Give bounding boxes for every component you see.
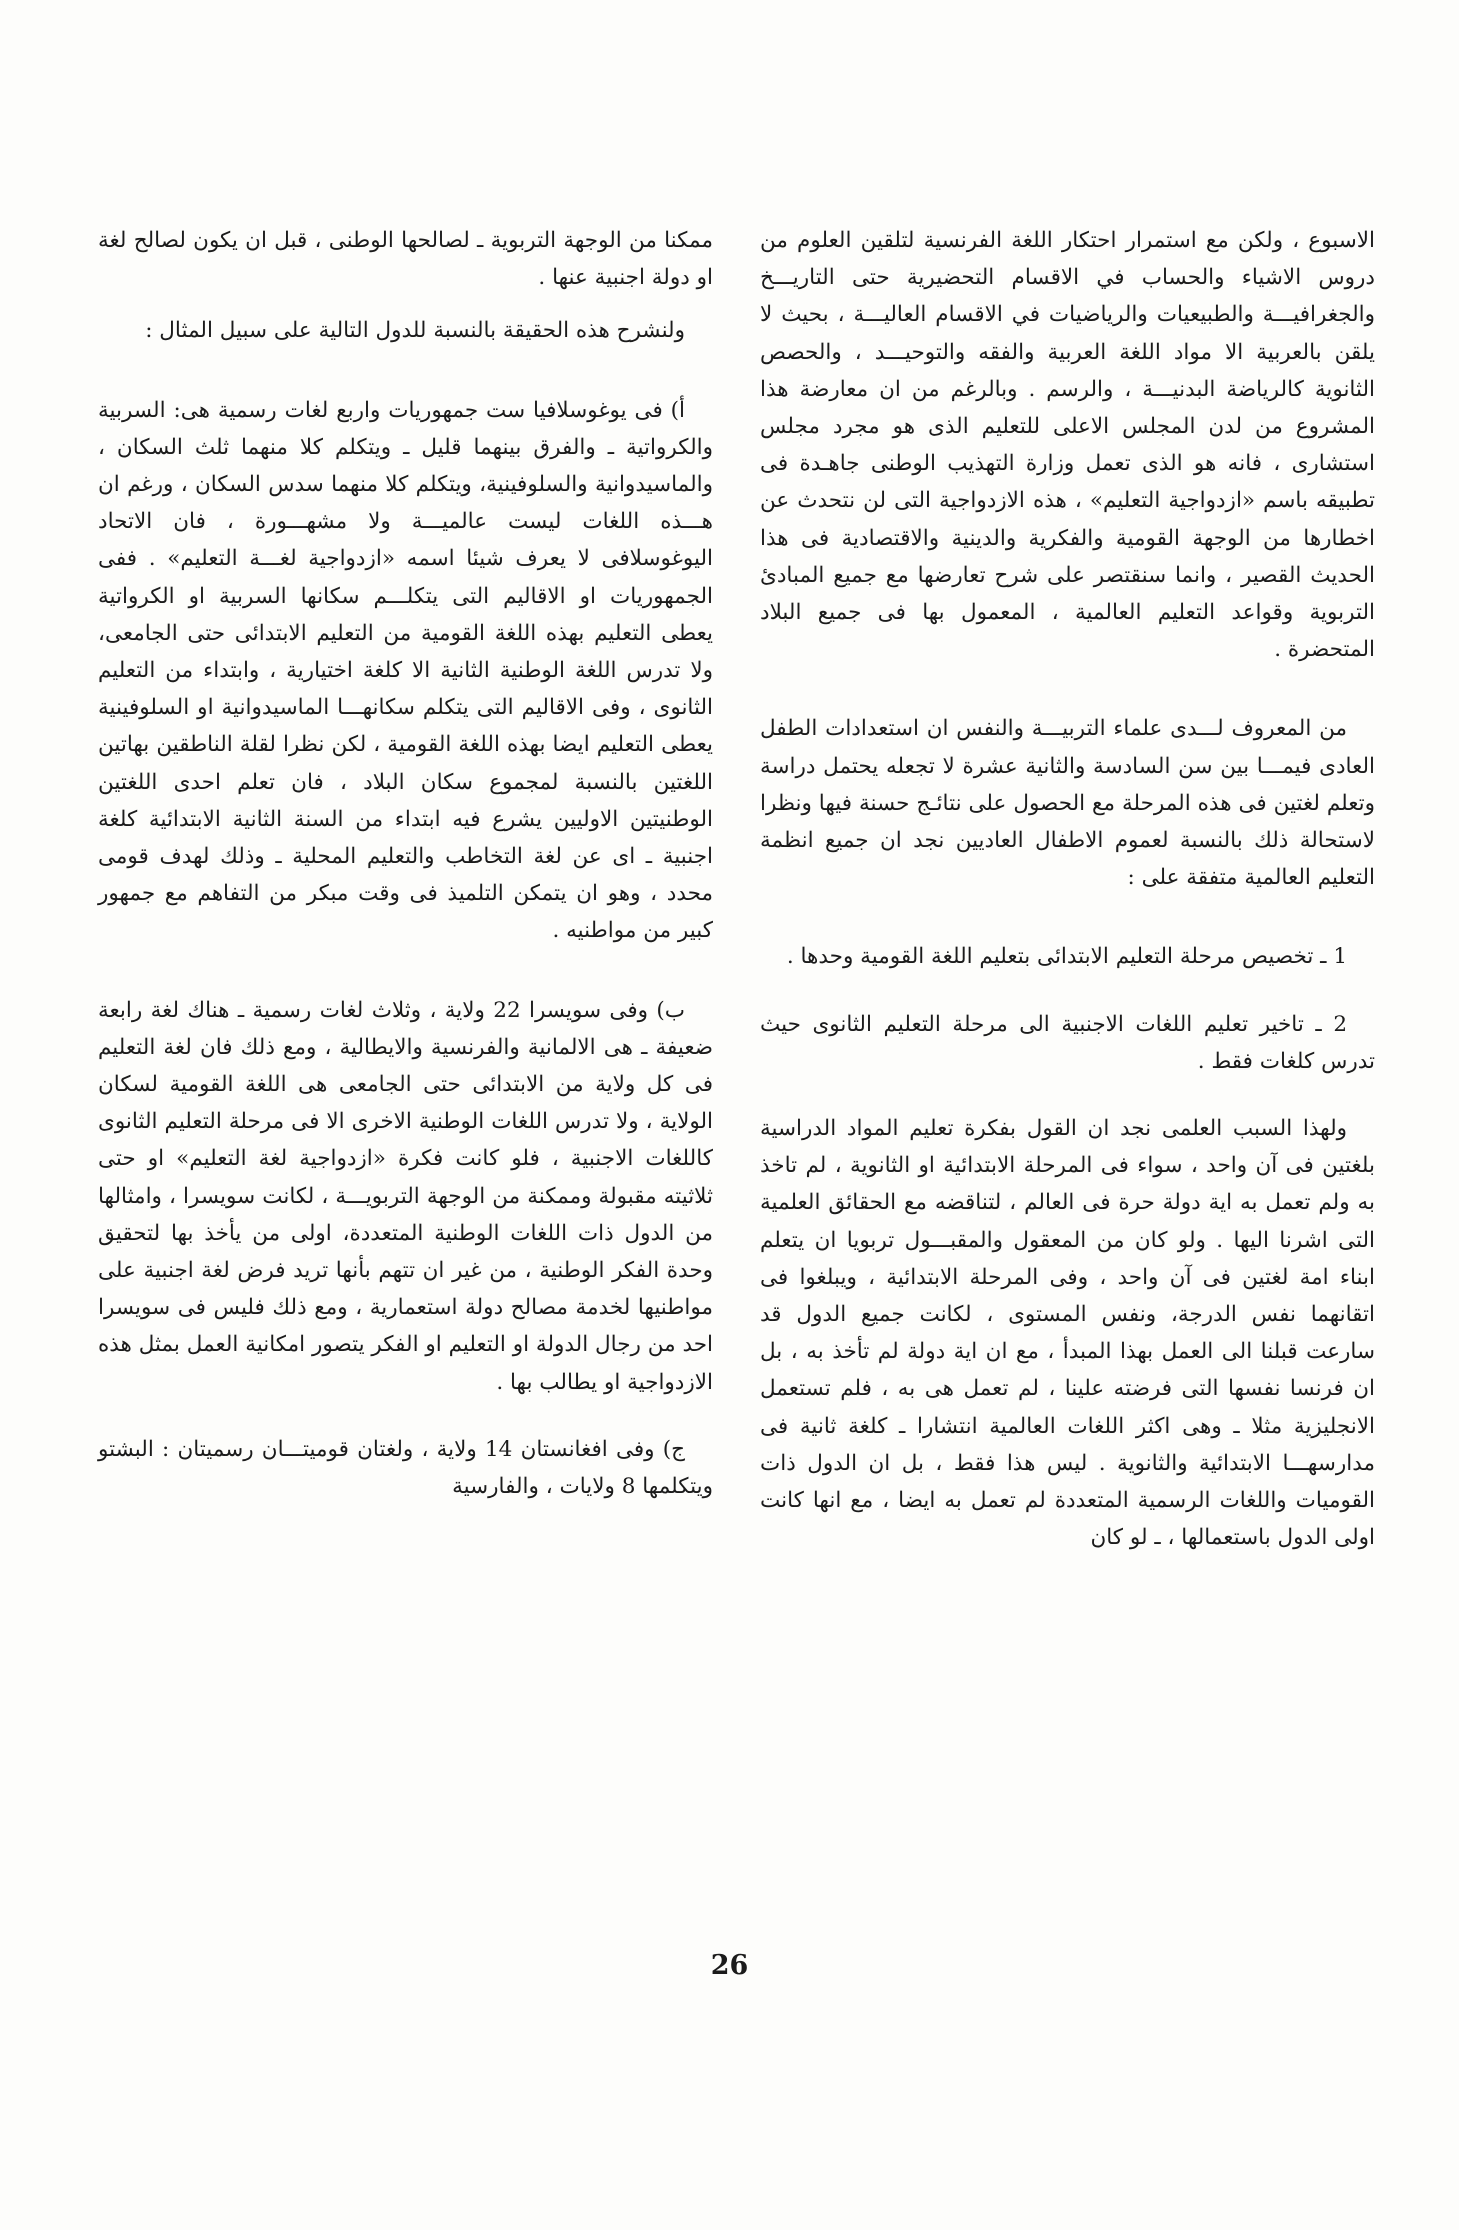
paragraph: من المعروف لـــدى علماء التربيـــة والنفس ان استعدادات الطفل العادى فيمـــا بين سن السادسة والثانية عشرة لا تجعله يحتمل دراسة وتعلم لغتين فى هذه المرحلة مع الحصول على نتائـج حسنة فيها ونظرا لاستحالة ذلك بالنسبة لعموم الاطفال العاديين نجد ان جميع انظمة التعليم العالمية متفقة على : — [760, 716, 1375, 891]
paragraph: ولنشرح هذه الحقيقة بالنسبة للدول التالية على سبيل المثال : — [145, 318, 685, 344]
paragraph: ب) وفى سويسرا 22 ولاية ، وثلاث لغات رسمية ـ هناك لغة رابعة ضعيفة ـ هى الالمانية والفرنسية والايطالية ، ومع ذلك فان لغة التعليم فى كل ولاية من الابتدائى حتى الجامعى هى اللغة القومية لسكان الولاية ، ولا تدرس اللغات الوطنية الاخرى الا فى مرحلة التعليم الثانوى كاللغات الاجنبية ، فلو كانت فكرة «ازدواجية لغة التعليم» او حتى ثلاثيته مقبولة وممكنة من الوجهة التربويـــة ، لكانت سويسرا ، وامثالها من الدول ذات اللغات الوطنية المتعددة، اولى من يأخذ بها لتحقيق وحدة الفكر الوطنية ، من غير ان تتهم بأنها تريد فرض لغة اجنبية على مواطنيها لخدمة مصالح دولة استعمارية ، ومع ذلك فليس فى سويسرا احد من رجال الدولة او التعليم او الفكر يتصور امكانية العمل بمثل هذه الازدواجية او يطالب بها . — [98, 997, 713, 1395]
text-column-left — [98, 222, 713, 1505]
paragraph: ممكنا من الوجهة التربوية ـ لصالحها الوطنى ، قبل ان يكون لصالح لغة او دولة اجنبية عنها . — [98, 228, 713, 291]
text-column-right — [760, 222, 1375, 1557]
list-item: 2 ـ تاخير تعليم اللغات الاجنبية الى مرحلة التعليم الثانوى حيث تدرس كلغات فقط . — [760, 1011, 1375, 1074]
page-number: 26 — [710, 1950, 749, 1981]
paragraph: الاسبوع ، ولكن مع استمرار احتكار اللغة الفرنسية لتلقين العلوم من دروس الاشياء والحساب في الاقسام التحضيرية حتى التاريـــخ والجغرافيـــة والطبيعيات والرياضيات في الاقسام العاليـــة ، بحيث لا يلقن بالعربية الا مواد اللغة العربية والفقه والتوحيـــد ، والحصص الثانوية كالرياضة البدنيـــة ، والرسم . وبالرغم من ان معارضة هذا المشروع من لدن المجلس الاعلى للتعليم الذى هو مجرد مجلس استشارى ، فانه هو الذى تعمل وزارة التهذيب الوطنى جاهـدة فى تطبيقه باسم «ازدواجية التعليم» ، هذه الازدواجية التى لن نتحدث عن اخطارها من الوجهة القومية والفكرية والدينية والاقتصادية فى هذا الحديث القصير ، وانما سنقتصر على شرح تعارضها مع جميع المبادئ التربوية وقواعد التعليم العالمية ، المعمول بها فى جميع البلاد المتحضرة . — [760, 228, 1375, 663]
paragraph: ولهذا السبب العلمى نجد ان القول بفكرة تعليم المواد الدراسية بلغتين فى آن واحد ، سواء فى المرحلة الابتدائية او الثانوية ، لم تاخذ به ولم تعمل به اية دولة حرة فى العالم ، لتناقضه مع الحقائق العلمية التى اشرنا اليها . ولو كان من المعقول والمقبـــول تربويا ان يتعلم ابناء امة لغتين فى آن واحد ، وفى المرحلة الابتدائية ، ويبلغوا فى اتقانهما نفس الدرجة، ونفس المستوى ، لكانت جميع الدول قد سارعت قبلنا الى العمل بهذا المبدأ ، مع ان اية دولة لم تأخذ به ، بل ان فرنسا نفسها التى فرضته علينا ، لم تعمل هى به ، فلم تستعمل الانجليزية مثلا ـ وهى اكثر اللغات العالمية انتشارا ـ كلغة ثانية فى مدارسهـــا الابتدائية والثانوية . ليس هذا فقط ، بل ان الدول ذات القوميات واللغات الرسمية المتعددة لم تعمل به ايضا ، مع انها كانت اولى الدول باستعمالها ، ـ لو كان — [760, 1116, 1375, 1551]
paragraph: أ) فى يوغوسلافيا ست جمهوريات واربع لغات رسمية هى: السربية والكرواتية ـ والفرق بينهما قليل ـ ويتكلم كلا منهما ثلث السكان ، والماسيدوانية والسلوفينية، ويتكلم كلا منهما سدس السكان ، ورغم ان هـــذه اللغات ليست عالميـــة ولا مشهـــورة ، فان الاتحاد اليوغوسلافى لا يعرف شيئا اسمه «ازدواجية لغـــة التعليم» . ففى الجمهوريات او الاقاليم التى يتكلـــم سكانها السربية او الكرواتية يعطى التعليم بهذه اللغة القومية من التعليم الابتدائى حتى الجامعى، ولا تدرس اللغة الوطنية الثانية الا كلغة اختيارية ، وابتداء من التعليم الثانوى ، وفى الاقاليم التى يتكلم سكانهـــا الماسيدوانية او السلوفينية يعطى التعليم ايضا بهذه اللغة القومية ، لكن نظرا لقلة الناطقين بهاتين اللغتين بالنسبة لمجموع سكان البلاد ، فان تعلم احدى اللغتين الوطنيتين الاوليين يشرع فيه ابتداء من السنة الثانية الابتدائية كلغة اجنبية ـ اى عن لغة التخاطب والتعليم المحلية ـ وذلك لهدف قومى محدد ، وهو ان يتمكن التلميذ فى وقت مبكر من التفاهم مع جمهور كبير من مواطنيه . — [98, 397, 713, 944]
paragraph: ج) وفى افغانستان 14 ولاية ، ولغتان قوميتـــان رسميتان : البشتو ويتكلمها 8 ولايات ، والفارسية — [98, 1436, 713, 1500]
list-item: 1 ـ تخصيص مرحلة التعليم الابتدائى بتعليم اللغة القومية وحدها . — [786, 944, 1347, 970]
